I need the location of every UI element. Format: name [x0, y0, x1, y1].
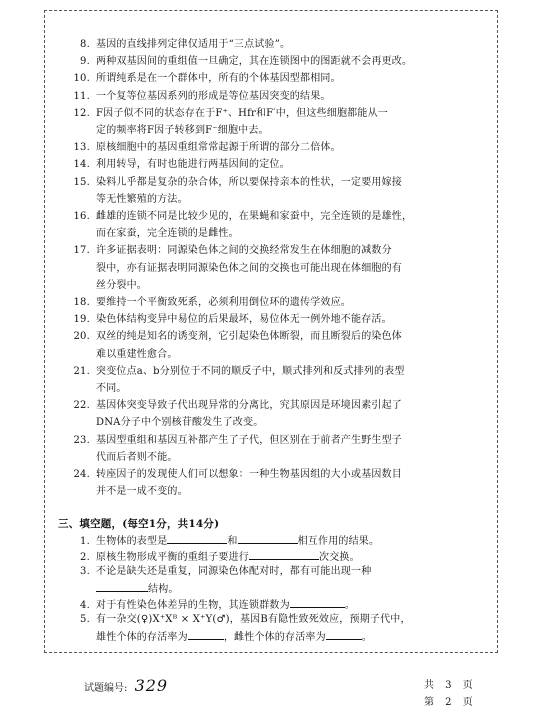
- item-line: [62, 296, 351, 310]
- total-pages: 共 3 页: [424, 680, 477, 691]
- item-number: 21.: [73, 366, 90, 377]
- question-number: 2.: [80, 552, 90, 563]
- item-line: [62, 55, 412, 69]
- item-text: 基因的直线排列定律仅适用于“三点试验”。: [96, 39, 291, 50]
- fill-question-2: 2. 原核生物形成平衡的重组子要进行 次交换。: [62, 549, 360, 565]
- item-line: [62, 176, 402, 190]
- item-text: 基因体突变导致子代出现异常的分离比，究其原因是环境因素引起了: [96, 400, 402, 411]
- question-text: 有一杂交(♀)X⁺Xᴮ × X⁺Y(♂)，基因B有隐性致死效应，预期子代中，: [96, 614, 411, 625]
- item-text: 染色体结构变异中易位的后果最坏，易位体无一例外地不能存活。: [96, 314, 392, 325]
- question-number: 4.: [80, 600, 90, 611]
- item-line: [62, 262, 402, 276]
- item-number: 14.: [73, 159, 90, 170]
- item-text: 不同。: [96, 383, 127, 394]
- item-number: 22.: [73, 400, 90, 411]
- item-number: 13.: [73, 142, 90, 153]
- question-number: 5.: [80, 614, 90, 625]
- exam-number-value: 329: [134, 676, 169, 695]
- item-text: 而在家蚕，完全连锁的是雌性。: [96, 228, 239, 239]
- item-line: [62, 434, 402, 448]
- item-text: 代而后者则不能。: [96, 452, 178, 463]
- item-number: 18.: [73, 297, 90, 308]
- section-title: 三、填空题，(每空1分，共14分): [58, 518, 220, 530]
- item-text: 丝分裂中。: [96, 280, 147, 291]
- item-number: 23.: [73, 435, 90, 446]
- fill-question-3: [62, 565, 371, 579]
- item-number: 24.: [73, 469, 90, 480]
- item-text: 两种双基因间的重组值一旦确定，其在连锁图中的图距就不会再更改。: [96, 56, 413, 67]
- item-line: [62, 399, 402, 413]
- item-text: 定的频率将F因子转移到F⁻细胞中去。: [96, 125, 269, 136]
- item-text: 转座因子的发现使人们可以想象：一种生物基因组的大小或基因数目: [96, 469, 402, 480]
- item-line: [62, 227, 239, 241]
- question-text: 生物体的表型是: [96, 536, 168, 547]
- answer-blank[interactable]: [188, 629, 224, 640]
- item-line: [62, 244, 392, 258]
- fill-question-1: 1. 生物体的表型是 和 相互作用的结果。: [62, 533, 379, 549]
- item-line: [62, 365, 405, 379]
- item-number: 12.: [73, 108, 90, 119]
- page-number: 第 2 页: [424, 697, 477, 708]
- item-line: [62, 72, 341, 86]
- item-line: [62, 141, 341, 155]
- item-line: [62, 38, 290, 52]
- item-line: [62, 416, 263, 430]
- item-text: 基因型重组和基因互补都产生了子代，但区别在于前者产生野生型子: [96, 435, 402, 446]
- item-text: 要维持一个平衡致死系，必须利用倒位环的遗传学效应。: [96, 297, 351, 308]
- fill-question-5: [62, 613, 411, 627]
- fill-question-3-cont: 结构。: [62, 581, 179, 597]
- exam-number-label: 试题编号:: [84, 683, 128, 694]
- item-text: 许多证据表明：同源染色体之间的交换经常发生在体细胞的减数分: [96, 245, 392, 256]
- item-text: 一个复等位基因系列的形成是等位基因突变的结果。: [96, 91, 331, 102]
- item-number: 10.: [73, 73, 90, 84]
- item-text: 难以重建性愈合。: [96, 349, 178, 360]
- question-text: 不论是缺失还是重复，同源染色体配对时，都有可能出现一种: [96, 566, 372, 577]
- answer-blank[interactable]: [96, 581, 148, 592]
- question-number: 3.: [80, 566, 90, 577]
- fill-question-5-cont: 雄性个体的存活率为 ，雌性个体的存活率为 。: [62, 629, 372, 645]
- item-text: 突变位点a、b分别位于不同的顺反子中，顺式排列和反式排列的表型: [96, 366, 405, 377]
- fill-question-4: 4. 对于有性染色体差异的生物，其连锁群数为 。: [62, 597, 355, 613]
- item-line: [62, 468, 402, 482]
- answer-blank[interactable]: [167, 533, 227, 544]
- item-number: 9.: [80, 56, 90, 67]
- question-number: 1.: [80, 536, 90, 547]
- item-line: [62, 124, 269, 138]
- item-number: 15.: [73, 177, 90, 188]
- item-line: [62, 330, 402, 344]
- item-line: [62, 193, 188, 207]
- item-text: DNA分子中个别核苷酸发生了改变。: [96, 417, 264, 428]
- item-text: 利用转导，有时也能进行两基因间的定位。: [96, 159, 290, 170]
- item-text: 等无性繁殖的方法。: [96, 194, 188, 205]
- item-number: 17.: [73, 245, 90, 256]
- item-line: [62, 348, 178, 362]
- item-text: 雌雄的连锁不同是比较少见的，在果蝇和家蚕中，完全连锁的是雄性，: [96, 211, 413, 222]
- answer-blank[interactable]: [290, 597, 345, 608]
- item-text: 并不是一成不变的。: [96, 486, 188, 497]
- question-text: 对于有性染色体差异的生物，其连锁群数为: [96, 600, 290, 611]
- item-text: 裂中，亦有证据表明同源染色体之间的交换也可能出现在体细胞的有: [96, 263, 402, 274]
- item-line: [62, 485, 188, 499]
- question-text: 原核生物形成平衡的重组子要进行: [96, 552, 249, 563]
- answer-blank[interactable]: [326, 629, 362, 640]
- item-line: [62, 313, 392, 327]
- item-line: [62, 90, 331, 104]
- exam-number: [84, 676, 168, 695]
- item-number: 20.: [73, 331, 90, 342]
- item-text: 所谓纯系是在一个群体中，所有的个体基因型都相同。: [96, 73, 341, 84]
- item-number: 19.: [73, 314, 90, 325]
- answer-blank[interactable]: [238, 533, 298, 544]
- item-number: 8.: [80, 39, 90, 50]
- item-line: [62, 210, 412, 224]
- item-text: 染料儿乎都是复杂的杂合体，所以要保持亲本的性状，一定要用嫁接: [96, 177, 402, 188]
- item-text: 原核细胞中的基因重组常常起源于所谓的部分二倍体。: [96, 142, 341, 153]
- item-line: [62, 279, 147, 293]
- item-number: 11.: [73, 91, 90, 102]
- answer-blank[interactable]: [249, 549, 319, 560]
- item-number: 16.: [73, 211, 90, 222]
- item-text: 双丝的纯是知名的诱变剂，它引起染色体断裂，而且断裂后的染色体: [96, 331, 402, 342]
- item-line: [62, 382, 127, 396]
- item-line: [62, 107, 388, 121]
- item-line: [62, 451, 178, 465]
- item-line: [62, 158, 290, 172]
- item-text: F因子似不同的状态存在于F⁺、Hfr和F′中，但这些细胞都能从一: [96, 108, 388, 119]
